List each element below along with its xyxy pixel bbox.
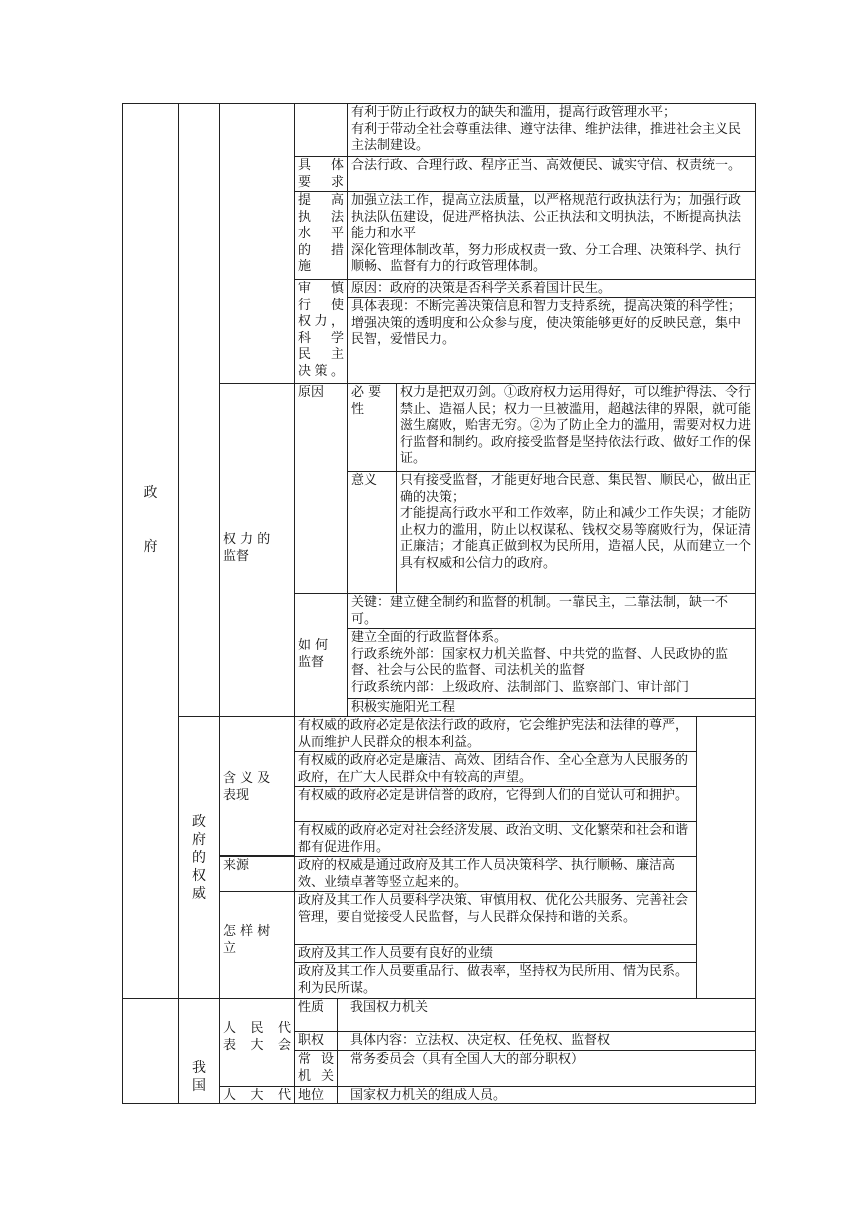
label-how-to-supervise: 如 何 监督 xyxy=(298,638,329,670)
label-cell-specific-requirements xyxy=(294,156,348,192)
text-necessity: 权力是把双刃剑。①政府权力运用得好，可以维护得法、令行禁止、造福人民；权力一旦被滥用，超越法律的界限，就可能滋生腐败，贻害无穷。②为了防止全力的滥用，需要对权力进行监督和制约。政府接受监督是坚持依法行政、做好工作的保证。 xyxy=(400,385,752,466)
content-cell-authority-2 xyxy=(294,751,697,787)
content-cell-supervision-key xyxy=(347,593,756,629)
content-cell-supervision-system xyxy=(347,628,756,699)
label-government-authority: 政 府 的 权 威 xyxy=(192,814,206,902)
subcategory-cell-empty xyxy=(178,103,220,717)
text-sunshine-project: 积极实施阳光工程 xyxy=(351,700,456,715)
subcategory-cell-government-authority xyxy=(178,716,220,999)
subcategory-cell-our-country xyxy=(178,998,220,1104)
label-cell-status xyxy=(294,1086,338,1104)
text-significance: 只有接受监督，才能更好地合民意、集民智、顺民心，做出正确的决策； 才能提高行政水平和工作效率，防止和减少工作失误；才能防止权力的滥用，防止以权谋私、钱权交易等腐败行为，保证清正廉洁；才能真正做到权为民所用，造福人民，从而建立一个具有权威和公信力的政府。 xyxy=(400,473,752,571)
label-meaning-and-manifestation: 含 义 及 表现 xyxy=(223,771,271,803)
label-powers: 职权 xyxy=(298,1033,325,1048)
text-authority-4: 有权威的政府必定对社会经济发展、政治文明、文化繁荣和社会和谐都有促进作用。 xyxy=(298,823,689,855)
label-significance: 意义 xyxy=(351,473,378,488)
label-cell-necessity xyxy=(347,383,397,472)
text-decision-performance: 具体表现：不断完善决策信息和智力支持系统，提高决策的科学性； 增强决策的透明度和公众参与度，使决策能够更好的反映民意，集中民智，爱惜民力。 xyxy=(351,299,742,347)
content-cell-status xyxy=(337,1086,756,1104)
text-establish-3: 政府及其工作人员要重品行、做表率，坚持权为民所用、情为民系。利为民所谋。 xyxy=(298,964,689,996)
label-source: 来源 xyxy=(223,858,250,873)
section-cell-empty xyxy=(219,103,295,384)
text-authority-3: 有权威的政府必定是讲信誉的政府，它得到人们的自觉认可和拥护。 xyxy=(298,788,689,803)
label-necessity: 必 要 性 xyxy=(351,385,382,417)
text-supervision-system: 建立全面的行政监督体系。 行政系统外部：国家权力机关监督、中共党的监督、人民政协的监督、社会与公民的监督、司法机关的监督 行政系统内部：上级政府、法制部门、监察部门、审计部门 xyxy=(351,630,729,695)
extra-column-cell xyxy=(696,716,756,999)
content-cell-decision-reason xyxy=(347,279,756,298)
label-nature: 性质 xyxy=(298,1000,325,1015)
category-cell-government xyxy=(122,103,179,999)
content-cell-source xyxy=(294,856,697,892)
label-npc: 人 民 代 表大会 xyxy=(223,1021,291,1053)
label-cell-how-to-establish xyxy=(219,891,295,999)
label-prudent-decision: 审 慎 行 使 权力， 科 学 民 主 决策。 xyxy=(298,281,344,379)
text-nature: 我国权力机关 xyxy=(350,1000,429,1015)
label-status: 地位 xyxy=(298,1088,325,1103)
text-authority-2: 有权威的政府必定是廉洁、高效、团结合作、全心全意为人民服务的政府，在广大人民群众中有较高的声望。 xyxy=(298,753,689,785)
content-cell-necessity xyxy=(396,383,756,472)
content-cell-significance xyxy=(396,471,756,594)
label-cell-npc xyxy=(219,998,295,1087)
content-cell-establish-3 xyxy=(294,962,697,999)
text-supervision-key: 关键：建立健全制约和监督的机制。一靠民主，二靠法制，缺一不可。 xyxy=(351,595,729,627)
text-powers: 具体内容：立法权、决定权、任免权、监督权 xyxy=(350,1033,611,1048)
label-cell-empty xyxy=(294,103,348,157)
label-cell-reason xyxy=(294,383,348,594)
label-power-supervision: 权 力 的 监督 xyxy=(223,532,271,564)
text-source: 政府的权威是通过政府及其工作人员决策科学、执行顺畅、廉洁高效、业绩卓著等竖立起来的。 xyxy=(298,858,676,890)
content-cell-authority-1 xyxy=(294,716,697,752)
category-label-government: 政 府 xyxy=(143,485,158,555)
label-our-country: 我 国 xyxy=(192,1060,206,1094)
content-cell-enforcement-measures xyxy=(347,191,756,280)
content-cell-authority-4 xyxy=(294,821,697,857)
label-how-to-establish: 怎 样 树 立 xyxy=(223,924,271,956)
content-cell-benefits xyxy=(347,103,756,157)
label-standing-body: 常 设 机关 xyxy=(298,1052,334,1084)
label-cell-how-to-supervise xyxy=(294,593,348,717)
content-cell-authority-3 xyxy=(294,786,697,822)
text-enforcement-measures: 加强立法工作，提高立法质量，以严格规范行政执法行为；加强行政执法队伍建设，促进严格执法、公正执法和文明执法，不断提高执法能力和水平 深化管理体制改革，努力形成权责一致、分工合理、决策科学、执行顺畅、监督有力的行政管理体制。 xyxy=(351,193,742,274)
label-enforcement-measures: 提 高 执 法 水 平 的 措 施 xyxy=(298,193,344,274)
content-cell-nature xyxy=(337,998,756,1032)
label-npc-deputies: 人 大 代 xyxy=(223,1088,291,1103)
label-cell-standing-body xyxy=(294,1050,338,1087)
label-cell-meaning-and-manifestation xyxy=(219,716,295,856)
label-reason: 原因 xyxy=(298,385,325,400)
content-cell-specific-requirements xyxy=(347,156,756,192)
section-cell-power-supervision xyxy=(219,383,295,717)
content-cell-decision-performance xyxy=(347,297,756,384)
text-benefits: 有利于防止行政权力的缺失和滥用，提高行政管理水平； 有利于带动全社会尊重法律、遵守法律、维护法律，推进社会主义民主法制建设。 xyxy=(351,105,742,153)
content-cell-sunshine-project xyxy=(347,698,756,717)
label-cell-prudent-decision xyxy=(294,279,348,384)
content-cell-standing-body xyxy=(337,1050,756,1087)
label-specific-requirements: 具 体 要求 xyxy=(298,158,344,190)
label-cell-nature xyxy=(294,998,338,1032)
text-authority-1: 有权威的政府必定是依法行政的政府，它会维护宪法和法律的尊严，从而维护人民群众的根本利益。 xyxy=(298,718,689,750)
category-cell-empty xyxy=(122,998,179,1104)
text-establish-1: 政府及其工作人员要科学决策、审慎用权、优化公共服务、完善社会管理，要自觉接受人民监督，与人民群众保持和谐的关系。 xyxy=(298,893,689,925)
label-cell-powers xyxy=(294,1031,338,1051)
text-establish-2: 政府及其工作人员要有良好的业绩 xyxy=(298,946,494,961)
content-cell-establish-1 xyxy=(294,891,697,945)
label-cell-source xyxy=(219,856,295,892)
content-cell-powers xyxy=(337,1031,756,1051)
label-cell-enforcement-measures xyxy=(294,191,348,280)
text-standing-body: 常务委员会（具有全国人大的部分职权） xyxy=(350,1052,585,1067)
content-cell-establish-2 xyxy=(294,944,697,963)
text-status: 国家权力机关的组成人员。 xyxy=(350,1088,507,1103)
text-specific-requirements: 合法行政、合理行政、程序正当、高效便民、诚实守信、权责统一。 xyxy=(351,158,742,173)
label-cell-npc-deputies xyxy=(219,1086,295,1104)
text-decision-reason: 原因：政府的决策是否科学关系着国计民生。 xyxy=(351,281,612,296)
label-cell-significance xyxy=(347,471,397,594)
